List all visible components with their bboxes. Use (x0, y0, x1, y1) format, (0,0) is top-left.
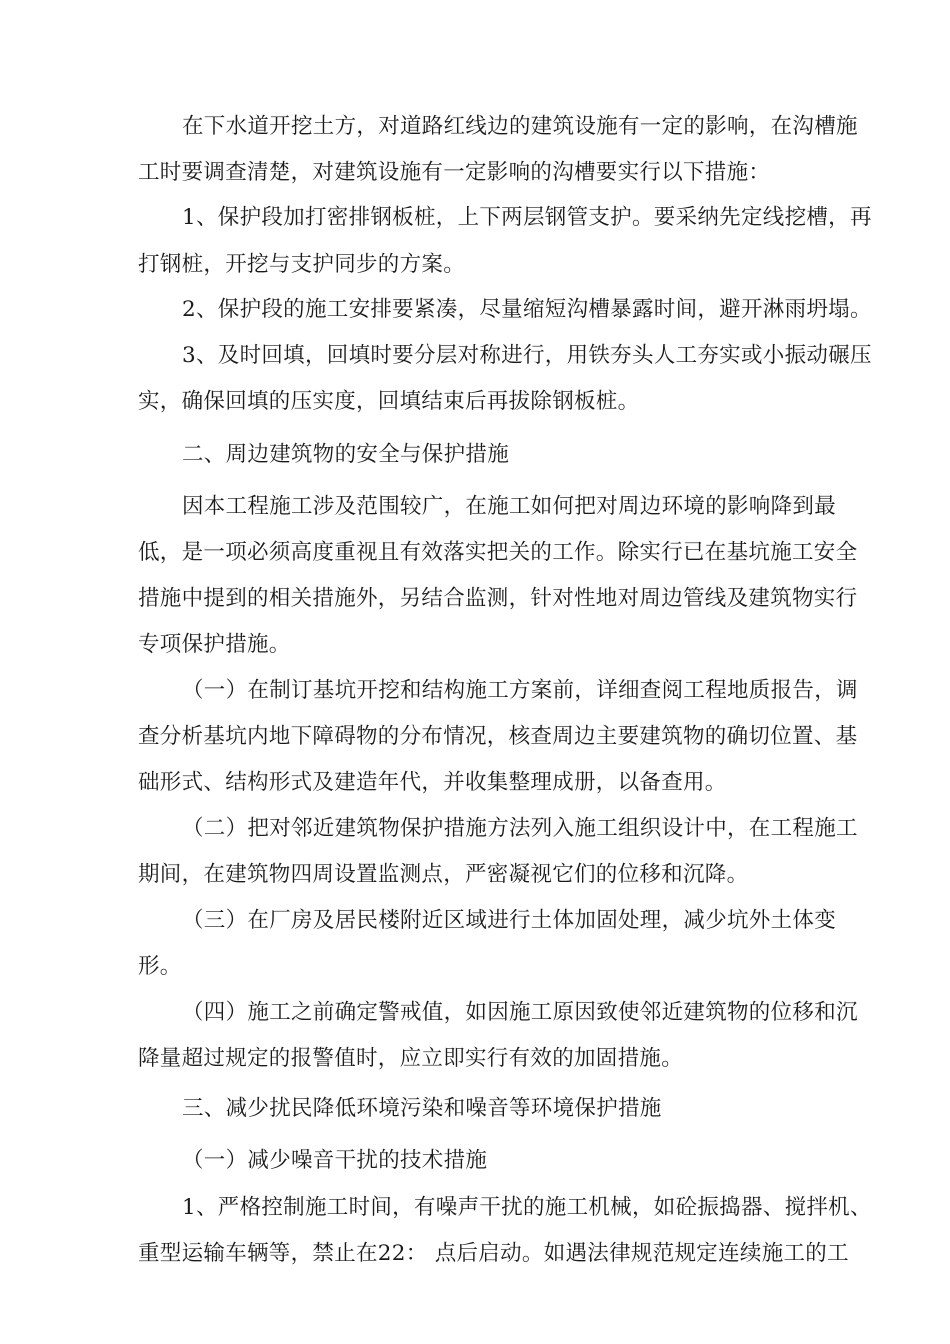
paragraph-line: （四）施工之前确定警戒值，如因施工原因致使邻近建筑物的位移和沉 (182, 1000, 858, 1025)
paragraph-line: 措施中提到的相关措施外，另结合监测，针对性地对周边管线及建筑物实行 (138, 586, 858, 611)
paragraph-line: 打钢桩，开挖与支护同步的方案。 (138, 252, 466, 277)
paragraph-line: 低，是一项必须高度重视且有效落实把关的工作。除实行已在基坑施工安全 (138, 540, 858, 565)
paragraph-line: （一）在制订基坑开挖和结构施工方案前，详细查阅工程地质报告，调 (182, 678, 858, 703)
paragraph-line: 专项保护措施。 (138, 632, 291, 657)
paragraph-line: 降量超过规定的报警值时，应立即实行有效的加固措施。 (138, 1046, 684, 1071)
paragraph-line: 工时要调查清楚，对建筑设施有一定影响的沟槽要实行以下措施： (138, 160, 771, 185)
section-heading: 三、减少扰民降低环境污染和噪音等环境保护措施 (182, 1096, 662, 1121)
subsection-heading: （一）减少噪音干扰的技术措施 (182, 1148, 488, 1173)
paragraph-line: （二）把对邻近建筑物保护措施方法列入施工组织设计中，在工程施工 (182, 816, 858, 841)
paragraph-line: 1、保护段加打密排钢板桩，上下两层钢管支护。要采纳先定线挖槽，再 (182, 205, 872, 230)
paragraph-line: 础形式、结构形式及建造年代，并收集整理成册，以备查用。 (138, 770, 727, 795)
paragraph-line: 因本工程施工涉及范围较广，在施工如何把对周边环境的影响降到最 (182, 494, 837, 519)
paragraph-line: 期间，在建筑物四周设置监测点，严密凝视它们的位移和沉降。 (138, 862, 749, 887)
paragraph-line: （三）在厂房及居民楼附近区域进行土体加固处理，减少坑外土体变 (182, 908, 837, 933)
paragraph-line: 形。 (138, 954, 182, 979)
paragraph-line: 在下水道开挖土方，对道路红线边的建筑设施有一定的影响，在沟槽施 (182, 114, 858, 139)
paragraph-line: 重型运输车辆等，禁止在22： 点后启动。如遇法律规范规定连续施工的工 (138, 1241, 849, 1266)
paragraph-line: 3、及时回填，回填时要分层对称进行，用铁夯头人工夯实或小振动碾压 (182, 343, 872, 368)
paragraph-line: 实，确保回填的压实度，回填结束后再拔除钢板桩。 (138, 389, 640, 414)
paragraph-line: 查分析基坑内地下障碍物的分布情况，核查周边主要建筑物的确切位置、基 (138, 724, 858, 749)
section-heading: 二、周边建筑物的安全与保护措施 (182, 442, 510, 467)
paragraph-line: 1、严格控制施工时间，有噪声干扰的施工机械，如砼振捣器、搅拌机、 (182, 1195, 872, 1220)
paragraph-line: 2、保护段的施工安排要紧凑，尽量缩短沟槽暴露时间，避开淋雨坍塌。 (182, 297, 872, 322)
